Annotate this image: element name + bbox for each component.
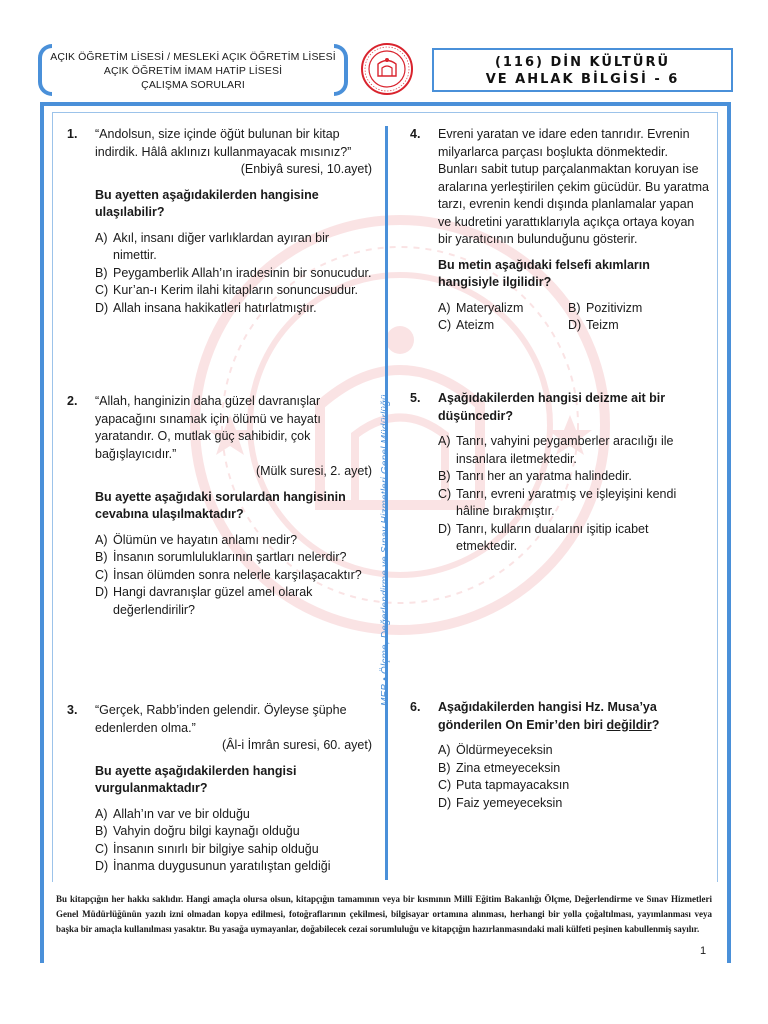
option-letter: C) — [438, 778, 452, 792]
option-text: Teizm — [586, 318, 619, 332]
question-3 — [67, 702, 372, 876]
option-letter: C) — [438, 318, 452, 332]
question-stem: “Allah, hanginizin daha güzel davranışlar yapacağını sınamak için ölümü ve hayatı yaratandır. O, mutlak güç sahibidir, çok bağışlayıcıdır.” — [95, 394, 321, 461]
option-letter: D) — [95, 859, 109, 873]
question-number: 4. — [410, 127, 421, 141]
option-letter: B) — [438, 760, 451, 775]
course-title-line-1: (116) DİN KÜLTÜRÜ — [494, 55, 671, 70]
question-prompt: Bu metin aşağıdaki felsefi akımların hangisiyle ilgilidir? — [438, 257, 650, 289]
option-a[interactable] — [95, 532, 372, 550]
question-source: (Enbiyâ suresi, 10.ayet) — [240, 162, 372, 176]
option-letter: A) — [438, 743, 451, 757]
question-1 — [67, 126, 372, 317]
header-bracket-right — [334, 44, 348, 96]
question-prompt: Bu ayette aşağıdaki sorulardan hangisinin cevabına ulaşılmaktadır? — [95, 489, 346, 521]
option-letter: A) — [95, 532, 108, 547]
question-prompt: Bu ayette aşağıdakilerden hangisi vurgulanmaktadır? — [95, 763, 297, 795]
option-letter: B) — [568, 300, 581, 315]
option-b[interactable] — [95, 823, 372, 841]
option-letter: A) — [438, 434, 451, 448]
question-5 — [410, 390, 710, 556]
option-text: Pozitivizm — [586, 300, 643, 315]
option-letter: B) — [95, 824, 108, 838]
option-text: Peygamberlik Allah’ın iradesinin bir sonucudur. — [113, 265, 372, 280]
option-letter: B) — [95, 550, 108, 564]
option-b[interactable] — [95, 549, 372, 567]
option-a[interactable] — [438, 300, 568, 318]
option-a[interactable] — [95, 230, 372, 265]
option-text: İnsanın sorumluluklarının şartları nelerdir? — [113, 550, 347, 564]
option-letter: B) — [438, 469, 451, 483]
question-number: 6. — [410, 700, 421, 714]
option-text: İnsanın sınırlı bir bilgiye sahip olduğu — [113, 841, 319, 856]
option-d[interactable] — [568, 317, 698, 335]
option-d[interactable] — [95, 300, 372, 318]
option-c[interactable] — [95, 841, 372, 859]
side-label: MEB • Ölçme, Değerlendirme ve Sınav Hizmetleri Genel Müdürlüğü — [380, 394, 391, 706]
question-stem: “Andolsun, size içinde öğüt bulunan bir kitap indirdik. Hâlâ aklınızı kullanmayacak mısınız?” — [95, 127, 352, 159]
option-text: Ölümün ve hayatın anlamı nedir? — [113, 532, 298, 547]
option-b[interactable] — [95, 265, 372, 283]
prompt-underlined-word: değildir — [606, 717, 652, 732]
option-text: Faiz yemeyeceksin — [456, 795, 563, 810]
course-title-line-2: VE AHLAK BİLGİSİ - 6 — [485, 72, 680, 87]
option-b[interactable] — [438, 468, 710, 486]
course-title-box — [432, 48, 733, 92]
option-letter: A) — [95, 230, 108, 245]
option-text: Allah insana hakikatleri hatırlatmıştır. — [113, 300, 317, 315]
option-text: Ateizm — [456, 318, 495, 332]
option-a[interactable] — [438, 742, 710, 760]
option-text: Tanrı, kulların dualarını işitip icabet etmektedir. — [456, 521, 649, 553]
question-stem: Evreni yaratan ve idare eden tanrıdır. Evrenin milyarlarca parçası boşlukta dönmektedir. Bunları sabit tutup parçalanmaktan koruyan ise aralarına yerleştirilen çekim gücüdür. Bu yaratma tarzı, evrenin kendi dışında planlamalar yapan ve kudretini yarattıklarıyla açıkça ortaya koyan bir yaratıcının bulunduğunu gösterir. — [438, 127, 709, 246]
option-text: Akıl, insanı diğer varlıklardan ayıran bir nimettir. — [113, 230, 330, 262]
option-c[interactable] — [438, 777, 710, 795]
question-prompt: Bu ayetten aşağıdakilerden hangisine ulaşılabilir? — [95, 187, 319, 219]
question-number: 3. — [67, 703, 78, 717]
option-a[interactable] — [95, 806, 372, 824]
header-line-1: AÇIK ÖĞRETİM LİSESİ / MESLEKİ AÇIK ÖĞRETİM LİSESİ — [50, 51, 336, 63]
question-prompt: Aşağıdakilerden hangisi deizme ait bir düşüncedir? — [438, 391, 666, 423]
copyright-notice: Bu kitapçığın her hakkı saklıdır. Hangi amaçla olursa olsun, kitapçığın tamamının veya bir kısmının Millî Eğitim Bakanlığı Ölçme, Değerlendirme ve Sınav Hizmetleri Genel Müdürlüğünün yazılı izni olmadan kopya edilmesi, fotoğraflarının çekilmesi, bilgisayar ortamına alınması, herhangi bir yolla çoğaltılması, yayımlanması veya başka bir amaçla kullanılması yasaktır. Bu yasağa uymayanlar, doğabilecek cezai sorumluluğu ve kitapçığın hazırlanmasındaki mali külfeti peşinen kabullenmiş sayılır. — [56, 894, 712, 934]
option-a[interactable] — [438, 433, 710, 468]
question-prompt — [438, 699, 710, 734]
page-number: 1 — [700, 945, 707, 957]
option-d[interactable] — [95, 584, 372, 619]
option-text: İnsan ölümden sonra nelerle karşılaşacaktır? — [113, 567, 362, 582]
header-school-names — [50, 50, 336, 92]
option-text: Kur’an-ı Kerim ilahi kitapların sonuncusudur. — [113, 283, 359, 297]
question-source: (Âl-i İmrân suresi, 60. ayet) — [221, 738, 372, 752]
option-c[interactable] — [95, 567, 372, 585]
option-text: Puta tapmayacaksın — [456, 778, 570, 792]
option-text: Tanrı her an yaratma halindedir. — [456, 469, 632, 483]
option-d[interactable] — [438, 521, 710, 556]
option-letter: A) — [438, 300, 451, 315]
question-6 — [410, 699, 710, 812]
question-4 — [410, 126, 710, 335]
option-text: Tanrı, evreni yaratmış ve işleyişini kendi hâline bırakmıştır. — [456, 486, 677, 518]
header-line-3: ÇALIŞMA SORULARI — [141, 79, 245, 91]
option-text: Allah’ın var ve bir olduğu — [113, 806, 250, 821]
option-text: Materyalizm — [456, 300, 524, 315]
option-d[interactable] — [438, 795, 710, 813]
option-c[interactable] — [95, 282, 372, 300]
option-letter: C) — [95, 567, 109, 582]
prompt-text: Aşağıdakilerden hangisi Hz. Musa’ya gönderilen On Emir’den biri — [438, 700, 657, 732]
header-line-2: AÇIK ÖĞRETİM İMAM HATİP LİSESİ — [103, 65, 283, 77]
option-text: Zina etmeyeceksin — [456, 760, 561, 775]
question-2 — [67, 393, 372, 619]
meb-seal-icon — [360, 42, 414, 96]
option-b[interactable] — [568, 300, 698, 318]
option-letter: D) — [438, 521, 452, 536]
question-stem: “Gerçek, Rabb’inden gelendir. Öyleyse şüphe edenlerden olma.” — [95, 703, 347, 735]
option-c[interactable] — [438, 486, 710, 521]
option-b[interactable] — [438, 760, 710, 778]
option-text: Hangi davranışlar güzel amel olarak değerlendirilir? — [113, 585, 313, 617]
option-letter: D) — [438, 795, 452, 810]
option-text: Tanrı, vahyini peygamberler aracılığı ile insanlara iletmektedir. — [456, 434, 674, 466]
option-letter: C) — [438, 486, 452, 501]
question-number: 5. — [410, 391, 421, 405]
question-number: 1. — [67, 127, 78, 141]
option-d[interactable] — [95, 858, 372, 876]
option-letter: B) — [95, 265, 108, 280]
option-letter: C) — [95, 841, 109, 856]
option-text: İnanma duygusunun yaratılıştan geldiği — [113, 859, 331, 873]
option-letter: D) — [95, 585, 109, 599]
option-text: Öldürmeyeceksin — [456, 743, 553, 757]
question-number: 2. — [67, 394, 78, 408]
option-text: Vahyin doğru bilgi kaynağı olduğu — [113, 824, 300, 838]
option-letter: D) — [95, 300, 109, 315]
option-letter: C) — [95, 283, 109, 297]
question-source: (Mülk suresi, 2. ayet) — [255, 464, 372, 478]
option-letter: A) — [95, 806, 108, 821]
option-c[interactable] — [438, 317, 568, 335]
prompt-end: ? — [651, 717, 660, 732]
option-letter: D) — [568, 318, 582, 332]
